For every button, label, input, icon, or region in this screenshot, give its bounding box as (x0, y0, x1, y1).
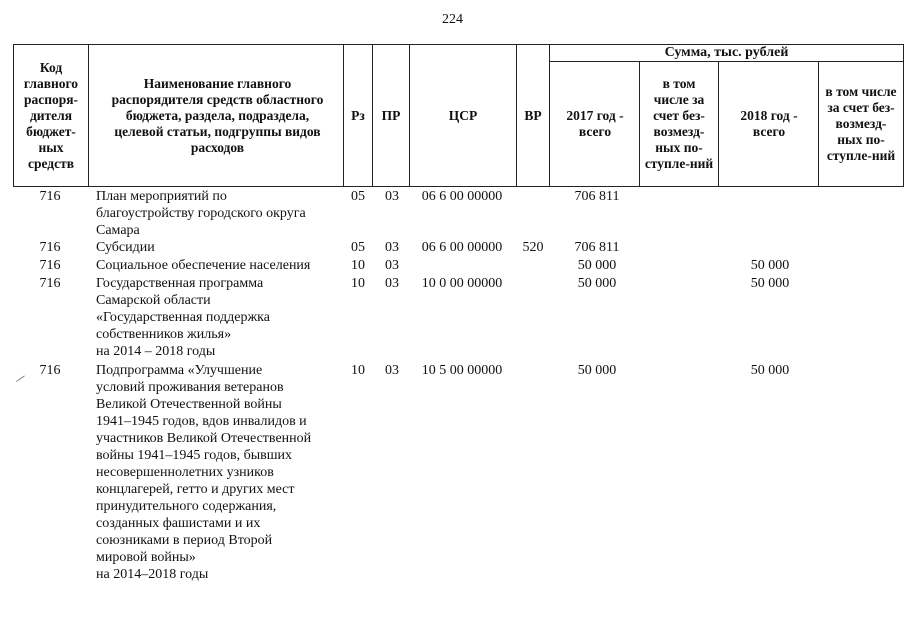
header-name: Наименование главного распорядителя средств областного бюджета, раздела, подраздела, целевой статьи, подгруппы видов расходов (111, 76, 324, 155)
row-sum-2017: 50 000 (577, 363, 617, 378)
header-sum-2018: 2018 год - всего (740, 108, 798, 139)
row-pr: 03 (385, 240, 399, 255)
row-rz: 10 (351, 258, 365, 273)
row-rz: 05 (351, 240, 365, 255)
row-rz: 10 (351, 363, 365, 378)
header-divider (718, 61, 719, 186)
row-rz: 10 (351, 276, 365, 291)
row-sum-2017: 50 000 (577, 258, 617, 273)
row-vr: 520 (522, 240, 544, 255)
header-incl-2017: в том числе за счет без-возмезд-ных по-ступле-ний (644, 76, 714, 171)
row-name: Государственная программа Самарской области «Государственная поддержка собственников жилья» на 2014 – 2018 годы (96, 276, 270, 359)
header-pr: ПР (381, 108, 401, 123)
row-rz: 05 (351, 189, 365, 204)
page-number: 224 (442, 12, 463, 27)
row-code: 716 (39, 189, 61, 204)
scan-mark (16, 375, 26, 383)
header-divider (818, 61, 819, 186)
row-sum-2017: 706 811 (574, 240, 620, 255)
header-code: Код главного распоря-дителя бюджет-ных средств (23, 60, 79, 171)
header-divider (549, 44, 550, 186)
header-sum-group: Сумма, тыс. рублей (664, 45, 789, 60)
row-name: Субсидии (96, 240, 155, 255)
row-sum-2018: 50 000 (750, 258, 790, 273)
header-vr: ВР (524, 108, 542, 123)
header-incl-2018: в том числе за счет без-возмезд-ных по-ступле-ний (825, 84, 897, 163)
header-divider (88, 44, 89, 186)
row-csr: 10 5 00 00000 (421, 363, 503, 378)
header-csr: ЦСР (448, 108, 478, 123)
row-name: Социальное обеспечение населения (96, 258, 311, 273)
row-name: Подпрограмма «Улучшение условий проживания ветеранов Великой Отечественной войны 1941–1945 годов, вдов инвалидов и участников Великой Отечественной войны 1941–1945 годов, бывших несовершеннолетних узников концлагерей, гетто и других мест принудительного содержания, созданных фашистами и их союзниками в период Второй мировой войны» на 2014–2018 годы (96, 363, 312, 582)
header-bottom-rule (13, 186, 904, 187)
row-pr: 03 (385, 258, 399, 273)
row-pr: 03 (385, 189, 399, 204)
header-divider (639, 61, 640, 186)
row-csr: 06 6 00 00000 (421, 189, 503, 204)
header-sum-2017: 2017 год - всего (566, 108, 624, 139)
row-csr: 10 0 00 00000 (421, 276, 503, 291)
row-sum-2018: 50 000 (750, 363, 790, 378)
row-name: План мероприятий по благоустройству городского округа Самара (96, 189, 306, 238)
header-divider (903, 44, 904, 186)
row-pr: 03 (385, 276, 399, 291)
row-sum-2017: 706 811 (574, 189, 620, 204)
row-csr: 06 6 00 00000 (421, 240, 503, 255)
row-code: 716 (39, 258, 61, 273)
row-code: 716 (39, 363, 61, 378)
row-code: 716 (39, 240, 61, 255)
row-sum-2018: 50 000 (750, 276, 790, 291)
row-sum-2017: 50 000 (577, 276, 617, 291)
row-pr: 03 (385, 363, 399, 378)
row-code: 716 (39, 276, 61, 291)
header-rz: Рз (351, 108, 365, 123)
